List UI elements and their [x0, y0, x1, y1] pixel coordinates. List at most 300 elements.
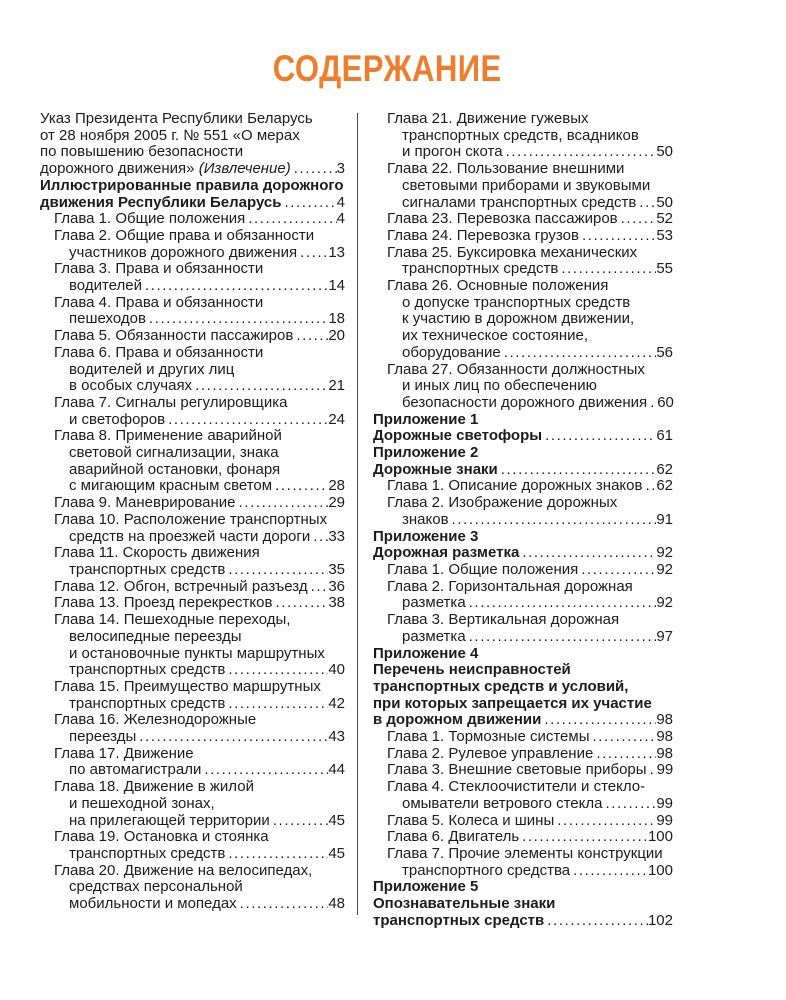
dot-leader: [192, 378, 328, 395]
page-number: 99: [656, 794, 673, 812]
toc-line-text: Глава 23. Перевозка пассажиров: [387, 210, 618, 228]
page-number: 102: [647, 911, 673, 929]
page-number: 98: [656, 711, 673, 729]
toc-line: [40, 378, 345, 395]
dot-leader: [236, 495, 329, 512]
page-number: 99: [656, 811, 673, 829]
toc-line: [373, 879, 673, 896]
toc-line: [373, 629, 673, 646]
page-number: 4: [336, 193, 345, 211]
toc-entry: [40, 829, 345, 862]
toc-line: [40, 345, 345, 362]
toc-entry: [373, 362, 673, 412]
toc-line: [40, 696, 345, 713]
toc-line-text: разметка: [402, 594, 466, 612]
toc-line-text: Перечень неисправностей: [373, 661, 571, 679]
toc-line-text: Дорожные светофоры: [373, 427, 543, 445]
toc-line-text: велосипедные переезды: [69, 627, 242, 645]
toc-line: [40, 412, 345, 429]
toc-line: [40, 729, 345, 746]
toc-entry: [40, 495, 345, 512]
toc-line: [40, 779, 345, 796]
toc-line: [40, 646, 345, 663]
toc-entry: [40, 595, 345, 612]
toc-line-text: Глава 24. Перевозка грузов: [387, 226, 579, 244]
toc-entry: [373, 412, 673, 445]
toc-line: [373, 712, 673, 729]
toc-line-text: Глава 27. Обязанности должностных: [387, 360, 645, 378]
toc-line: [373, 545, 673, 562]
page-number: 4: [336, 210, 345, 228]
toc-line-text: Приложение 1: [373, 410, 479, 428]
toc-line: [40, 478, 345, 495]
toc-line-text: Глава 3. Внешние световые приборы: [387, 761, 647, 779]
toc-entry: [40, 863, 345, 913]
page-number: 98: [656, 744, 673, 762]
toc-line-text: на прилегающей территории: [69, 811, 270, 829]
dot-leader: [501, 345, 657, 362]
dot-leader: [291, 161, 337, 178]
toc-line: [373, 261, 673, 278]
toc-line-text: Глава 4. Стеклоочистители и стекло-: [387, 778, 646, 796]
toc-line: [40, 428, 345, 445]
toc-line-text: участников дорожного движения: [69, 243, 298, 261]
toc-line-text: Приложение 5: [373, 878, 479, 896]
toc-entry: [373, 813, 673, 830]
page-number: 99: [656, 761, 674, 779]
toc-line-text: Приложение 3: [373, 527, 479, 545]
dot-leader: [542, 428, 656, 445]
page-number: 45: [328, 844, 345, 862]
dot-leader: [498, 462, 657, 479]
toc-line: [373, 762, 673, 779]
toc-line-text: по автомагистрали: [69, 761, 202, 779]
toc-entry: [40, 679, 345, 712]
toc-entry: [40, 512, 345, 545]
toc-line: [40, 161, 345, 178]
toc-line-text: Глава 11. Скорость движения: [54, 544, 260, 562]
toc-line: [373, 362, 673, 379]
dot-leader: [297, 245, 328, 262]
dot-leader: [245, 211, 336, 228]
toc-line: [40, 529, 345, 546]
toc-line: [373, 345, 673, 362]
toc-line-text: аварийной остановки, фонаря: [69, 460, 281, 478]
toc-line-text: и светофоров: [69, 410, 166, 428]
toc-line-text: Глава 15. Преимущество маршрутных: [54, 677, 321, 695]
toc-line: [373, 378, 673, 395]
dot-leader: [225, 846, 328, 863]
toc-line: [373, 228, 673, 245]
toc-line: [40, 595, 345, 612]
toc-line: [373, 896, 673, 913]
toc-line: [40, 144, 345, 161]
toc-line: [373, 796, 673, 813]
page-number: 20: [328, 327, 345, 345]
toc-line-text: Глава 14. Пешеходные переходы,: [54, 611, 291, 629]
toc-line: [40, 879, 345, 896]
toc-line-text: транспортных средств: [373, 911, 545, 929]
toc-entry: [373, 562, 673, 579]
toc-line-text: Глава 8. Применение аварийной: [54, 427, 282, 445]
toc-line: [373, 478, 673, 495]
toc-line-text: Глава 1. Общие положения: [54, 210, 246, 228]
toc-line: [40, 295, 345, 312]
dot-leader: [558, 261, 656, 278]
dot-leader: [544, 913, 648, 930]
toc-line: [373, 211, 673, 228]
toc-line: [40, 111, 345, 128]
toc-entry: [40, 428, 345, 495]
toc-line: [373, 128, 673, 145]
toc-line: [40, 896, 345, 913]
dot-leader: [225, 662, 328, 679]
toc-line-text: Глава 3. Права и обязанности: [54, 260, 264, 278]
toc-line-text: Глава 13. Проезд перекрестков: [54, 594, 273, 612]
toc-line-text: Дорожные знаки: [373, 460, 498, 478]
dot-leader: [519, 829, 648, 846]
dot-leader: [503, 144, 657, 161]
toc-line-text: о допуске транспортных средств: [402, 293, 631, 311]
page-number: 33: [328, 527, 345, 545]
dot-leader: [272, 595, 328, 612]
toc-line-text: Глава 10. Расположение транспортных: [54, 510, 328, 528]
toc-line-text: разметка: [402, 627, 466, 645]
page-number: 98: [656, 728, 673, 746]
toc-line: [40, 629, 345, 646]
toc-line: [40, 195, 345, 212]
page-number: 29: [328, 494, 345, 512]
toc-entry: [373, 579, 673, 612]
toc-line-text: пешеходов: [69, 310, 146, 328]
page-number: 36: [328, 577, 345, 595]
toc-entry: [373, 829, 673, 846]
dot-leader: [541, 712, 656, 729]
toc-entry: [40, 111, 345, 178]
toc-line-text: и иных лиц по обеспечению: [402, 377, 597, 395]
toc-line: [40, 712, 345, 729]
toc-entry: [40, 261, 345, 294]
toc-line: [373, 913, 673, 930]
toc-line-text: Глава 1. Тормозные системы: [387, 728, 590, 746]
toc-entry: [373, 211, 673, 228]
toc-line: [373, 829, 673, 846]
toc-entry: [373, 646, 673, 730]
toc-line-text: транспортных средств и условий,: [373, 677, 629, 695]
dot-leader: [579, 228, 656, 245]
toc-line: [40, 178, 345, 195]
toc-line: [40, 311, 345, 328]
page-number: 24: [328, 410, 345, 428]
page-number: 92: [656, 560, 673, 578]
toc-line: [40, 278, 345, 295]
toc-line-text: Глава 3. Вертикальная дорожная: [387, 611, 620, 629]
toc-entry: [40, 211, 345, 228]
toc-line: [373, 813, 673, 830]
toc-line: [40, 462, 345, 479]
toc-line: [373, 729, 673, 746]
toc-line-text: водителей и других лиц: [69, 360, 235, 378]
dot-leader: [593, 746, 656, 763]
toc-line-text: Глава 1. Общие положения: [387, 560, 579, 578]
toc-line-text: от 28 ноября 2005 г. № 551 «О мерах: [40, 126, 300, 144]
toc-line: [40, 211, 345, 228]
toc-line-text: Глава 26. Основные положения: [387, 277, 609, 295]
toc-line: [373, 646, 673, 663]
toc-entry: [373, 161, 673, 211]
toc-line-text: световой сигнализации, знака: [69, 444, 279, 462]
toc-line-text: Глава 20. Движение на велосипедах,: [54, 861, 313, 879]
toc-line: [40, 612, 345, 629]
toc-entry: [373, 445, 673, 478]
page-number: 14: [328, 277, 345, 295]
dot-leader: [466, 629, 657, 646]
toc-entry: [40, 545, 345, 578]
toc-line-text: Глава 18. Движение в жилой: [54, 778, 254, 796]
page-number: 53: [656, 226, 673, 244]
toc-line-text: Глава 5. Колеса и шины: [387, 811, 555, 829]
page-title: СОДЕРЖАНИЕ: [273, 48, 502, 89]
toc-line: [40, 796, 345, 813]
page-number: 48: [328, 895, 345, 913]
page-number: 100: [647, 861, 673, 879]
toc-line-text: безопасности дорожного движения: [402, 393, 648, 411]
toc-line-text: Приложение 4: [373, 644, 479, 662]
toc-line: [40, 495, 345, 512]
toc-line-text: транспортных средств: [69, 694, 226, 712]
toc-line: [373, 612, 673, 629]
page-number: 28: [328, 477, 345, 495]
toc-line: [40, 579, 345, 596]
toc-entry: [373, 746, 673, 763]
dot-leader: [237, 896, 329, 913]
page-number: 52: [656, 210, 673, 228]
toc-line: [40, 395, 345, 412]
toc-line: [40, 762, 345, 779]
toc-line: [373, 428, 673, 445]
toc-line-text: Глава 2. Рулевое управление: [387, 744, 594, 762]
toc-line-text: оборудование: [402, 343, 501, 361]
toc-entry: [373, 846, 673, 879]
page-number: 18: [328, 310, 345, 328]
dot-leader: [272, 478, 328, 495]
toc-line: [373, 395, 673, 412]
toc-line-text: в особых случаях: [69, 377, 193, 395]
toc-column-left: [40, 111, 345, 913]
toc-line-text: по повышению безопасности: [40, 143, 244, 161]
toc-line: [373, 278, 673, 295]
dot-leader: [142, 278, 328, 295]
toc-line-text: транспортных средств: [69, 661, 226, 679]
toc-line: [40, 829, 345, 846]
dot-leader: [270, 813, 329, 830]
toc-line-text: Глава 4. Права и обязанности: [54, 293, 264, 311]
toc-entry: [40, 178, 345, 211]
toc-line: [373, 445, 673, 462]
toc-entry: [373, 228, 673, 245]
toc-line-text: Глава 25. Буксировка механических: [387, 243, 638, 261]
dot-leader: [308, 579, 329, 596]
toc-line-text: средствах персональной: [69, 878, 243, 896]
toc-line-text: Глава 17. Движение: [54, 744, 194, 762]
toc-line-text: Глава 6. Двигатель: [387, 828, 520, 846]
toc-line-text: омыватели ветрового стекла: [402, 794, 603, 812]
page-number: 55: [656, 260, 673, 278]
toc-line-text: и остановочные пункты маршрутных: [69, 644, 325, 662]
toc-line: [373, 779, 673, 796]
page-title-wrap: [0, 50, 775, 87]
page-number: 62: [656, 477, 673, 495]
toc-entry: [40, 228, 345, 261]
toc-entry: [373, 495, 673, 528]
toc-entry: [373, 478, 673, 495]
toc-line-text: Глава 12. Обгон, встречный разъезд: [54, 577, 308, 595]
page-number: 35: [328, 560, 345, 578]
content-divider: [357, 113, 358, 915]
toc-line: [373, 144, 673, 161]
dot-leader: [136, 729, 328, 746]
dot-leader: [590, 729, 657, 746]
toc-line: [373, 562, 673, 579]
toc-line-text: Глава 21. Движение гужевых: [387, 110, 589, 127]
toc-line-text: средств на проезжей части дороги: [69, 527, 311, 545]
toc-line-text: с мигающим красным светом: [69, 477, 273, 495]
toc-line-text: транспортного средства: [402, 861, 571, 879]
toc-line: [40, 328, 345, 345]
toc-line-text: и пешеходной зонах,: [69, 794, 215, 812]
toc-line: [373, 696, 673, 713]
toc-line-text: световыми приборами и звуковыми: [402, 176, 651, 194]
page-number: 45: [328, 811, 345, 829]
dot-leader: [146, 311, 328, 328]
toc-entry: [373, 762, 673, 779]
toc-line-text: Глава 7. Прочие элементы конструкции: [387, 844, 663, 862]
toc-entry: [40, 579, 345, 596]
toc-line-text: водителей: [69, 277, 142, 295]
dot-leader: [647, 395, 657, 412]
toc-line: [40, 128, 345, 145]
toc-line: [40, 362, 345, 379]
toc-line: [40, 228, 345, 245]
toc-line-text: транспортных средств: [69, 844, 226, 862]
page-number: 38: [328, 594, 345, 612]
dot-leader: [602, 796, 656, 813]
toc-line: [373, 328, 673, 345]
toc-line: [373, 412, 673, 429]
page-number: 56: [656, 343, 673, 361]
toc-line-text: Указ Президента Республики Беларусь: [40, 110, 313, 127]
toc-entry: [40, 779, 345, 829]
toc-line-text: Глава 22. Пользование внешними: [387, 160, 625, 178]
toc-line-text: знаков: [402, 510, 449, 528]
toc-line-text: их техническое состояние,: [402, 327, 589, 345]
page-number: 44: [328, 761, 345, 779]
toc-entry: [373, 529, 673, 562]
toc-line-text: дорожного движения» (Извлечение): [40, 160, 291, 178]
toc-entry: [373, 111, 673, 161]
page-number: 92: [656, 544, 673, 562]
dot-leader: [165, 412, 328, 429]
toc-line: [373, 846, 673, 863]
toc-entry: [373, 879, 673, 929]
dot-leader: [519, 545, 656, 562]
toc-line-text: в дорожном движении: [373, 711, 542, 729]
toc-entry: [40, 395, 345, 428]
toc-line: [373, 245, 673, 262]
dot-leader: [636, 195, 656, 212]
toc-entry: [40, 612, 345, 679]
toc-line-text: Глава 1. Описание дорожных знаков: [387, 477, 643, 495]
toc-line-text: Глава 9. Маневрирование: [54, 494, 236, 512]
toc-line: [40, 512, 345, 529]
toc-line-text: при которых запрещается их участие: [373, 694, 652, 712]
toc-line: [40, 245, 345, 262]
toc-line-text: Глава 2. Горизонтальная дорожная: [387, 577, 633, 595]
toc-line: [40, 445, 345, 462]
toc-entry: [373, 612, 673, 645]
toc-line: [373, 495, 673, 512]
page-number: 60: [657, 393, 674, 411]
dot-leader: [570, 863, 648, 880]
toc-line-text: мобильности и мопедах: [69, 895, 237, 913]
page-number: 92: [656, 594, 673, 612]
toc-line-text: Глава 2. Общие права и обязанности: [54, 226, 315, 244]
toc-line: [373, 529, 673, 546]
dot-leader: [466, 595, 657, 612]
toc-line: [373, 679, 673, 696]
page-number: 40: [328, 661, 345, 679]
toc-entry: [40, 712, 345, 745]
dot-leader: [293, 328, 328, 345]
toc-line: [373, 746, 673, 763]
toc-line-text: транспортных средств, всадников: [402, 126, 639, 144]
toc-entry: [40, 328, 345, 345]
toc-line: [373, 595, 673, 612]
toc-line: [40, 545, 345, 562]
toc-line: [373, 863, 673, 880]
toc-line: [40, 863, 345, 880]
toc-line-text: транспортных средств: [402, 260, 559, 278]
toc-line: [373, 295, 673, 312]
toc-line: [373, 462, 673, 479]
dot-leader: [642, 478, 656, 495]
page-number: 13: [328, 243, 345, 261]
toc-line-text: Глава 6. Права и обязанности: [54, 343, 264, 361]
page-number: 50: [656, 143, 673, 161]
toc-line: [373, 662, 673, 679]
page-number: 91: [656, 510, 673, 528]
toc-line: [40, 746, 345, 763]
page-number: 21: [328, 377, 345, 395]
toc-line: [40, 562, 345, 579]
toc-entry: [40, 746, 345, 779]
dot-leader: [647, 762, 657, 779]
toc-entry: [40, 295, 345, 328]
toc-line: [40, 261, 345, 278]
toc-line: [373, 178, 673, 195]
toc-entry: [373, 278, 673, 362]
toc-line-text: Опознавательные знаки: [373, 895, 556, 913]
toc-line-text: движения Республики Беларусь: [40, 193, 282, 211]
toc-line: [373, 579, 673, 596]
page-number: 50: [656, 193, 673, 211]
toc-line: [373, 195, 673, 212]
toc-line: [40, 662, 345, 679]
dot-leader: [225, 696, 328, 713]
toc-line: [40, 846, 345, 863]
page-number: 97: [656, 627, 673, 645]
toc-entry: [373, 245, 673, 278]
